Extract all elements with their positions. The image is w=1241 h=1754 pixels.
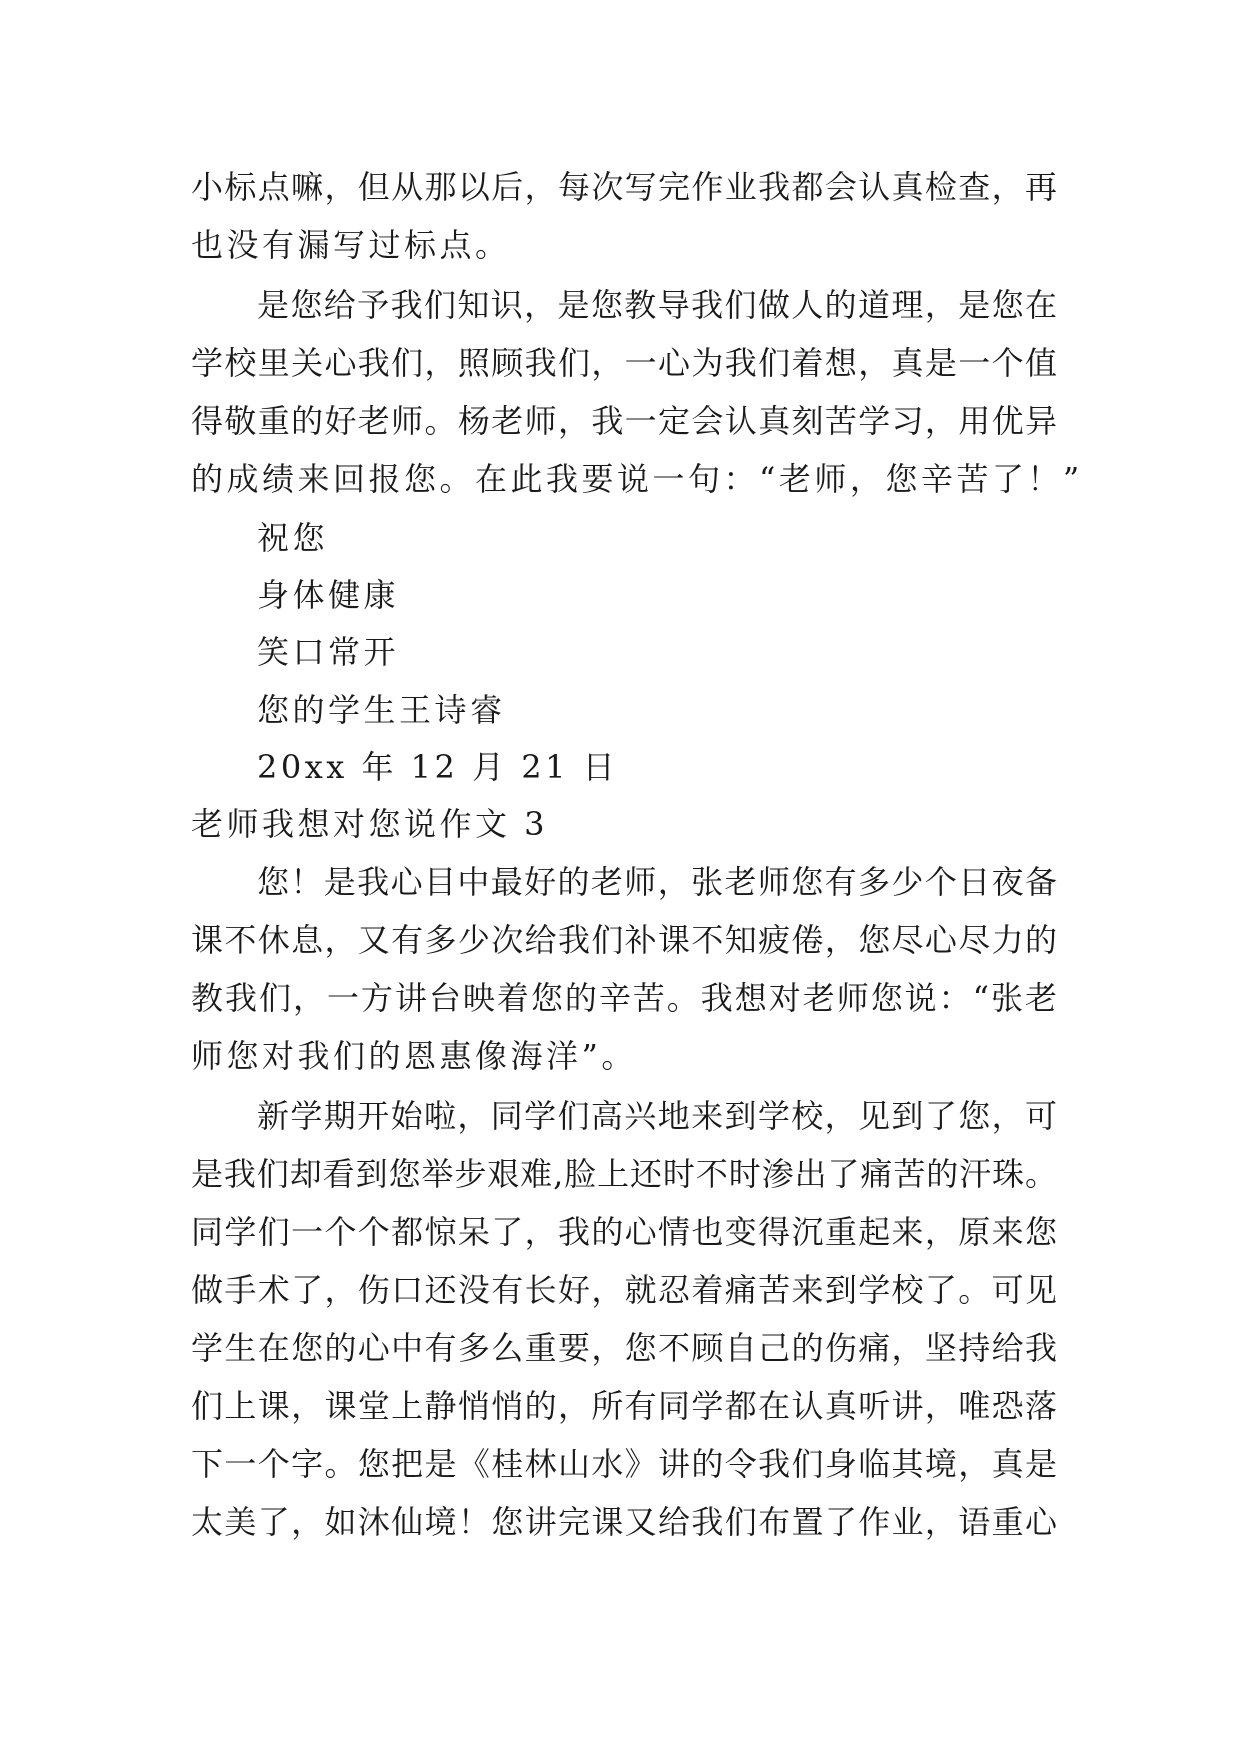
text-line: 做手术了，伤口还没有长好，就忍着痛苦来到学校了。可见 [191, 1271, 1057, 1309]
text-line: 学校里关心我们，照顾我们，一心为我们着想，真是一个值 [191, 344, 1057, 382]
paragraph-first-line: 新学期开始啦，同学们高兴地来到学校，见到了您，可 [257, 1097, 1057, 1135]
text-line: 们上课，课堂上静悄悄的，所有同学都在认真听讲，唯恐落 [191, 1387, 1057, 1425]
paragraph-first-line: 您！是我心目中最好的老师，张老师您有多少个日夜备 [257, 863, 1057, 901]
text-line: 也没有漏写过标点。 [191, 226, 511, 264]
closing-wish: 笑口常开 [257, 633, 400, 671]
text-line: 得敬重的好老师。杨老师，我一定会认真刻苦学习，用优异 [191, 402, 1057, 440]
text-line: 小标点嘛，但从那以后，每次写完作业我都会认真检查，再 [191, 168, 1057, 206]
text-line: 的成绩来回报您。在此我要说一句：“老师，您辛苦了！” [191, 460, 1083, 498]
text-line: 是我们却看到您举步艰难,脸上还时不时渗出了痛苦的汗珠。 [191, 1155, 1057, 1193]
text-line: 同学们一个个都惊呆了，我的心情也变得沉重起来，原来您 [191, 1213, 1057, 1251]
paragraph-first-line: 是您给予我们知识，是您教导我们做人的道理，是您在 [257, 286, 1057, 324]
text-line: 师您对我们的恩惠像海洋”。 [191, 1037, 637, 1075]
signature: 您的学生王诗睿 [257, 691, 506, 729]
text-line: 教我们，一方讲台映着您的辛苦。我想对老师您说：“张老 [191, 979, 1057, 1017]
text-line: 学生在您的心中有多么重要，您不顾自己的伤痛，坚持给我 [191, 1329, 1057, 1367]
text-line: 太美了，如沐仙境！您讲完课又给我们布置了作业，语重心 [191, 1503, 1057, 1541]
closing-wish: 身体健康 [257, 576, 400, 614]
closing-greeting: 祝您 [257, 519, 329, 557]
section-title: 老师我想对您说作文 3 [191, 805, 549, 843]
text-line: 下一个字。您把是《桂林山水》讲的令我们身临其境，真是 [191, 1445, 1057, 1483]
text-line: 课不休息，又有多少次给我们补课不知疲倦，您尽心尽力的 [191, 921, 1057, 959]
date: 20xx 年 12 月 21 日 [257, 748, 619, 786]
